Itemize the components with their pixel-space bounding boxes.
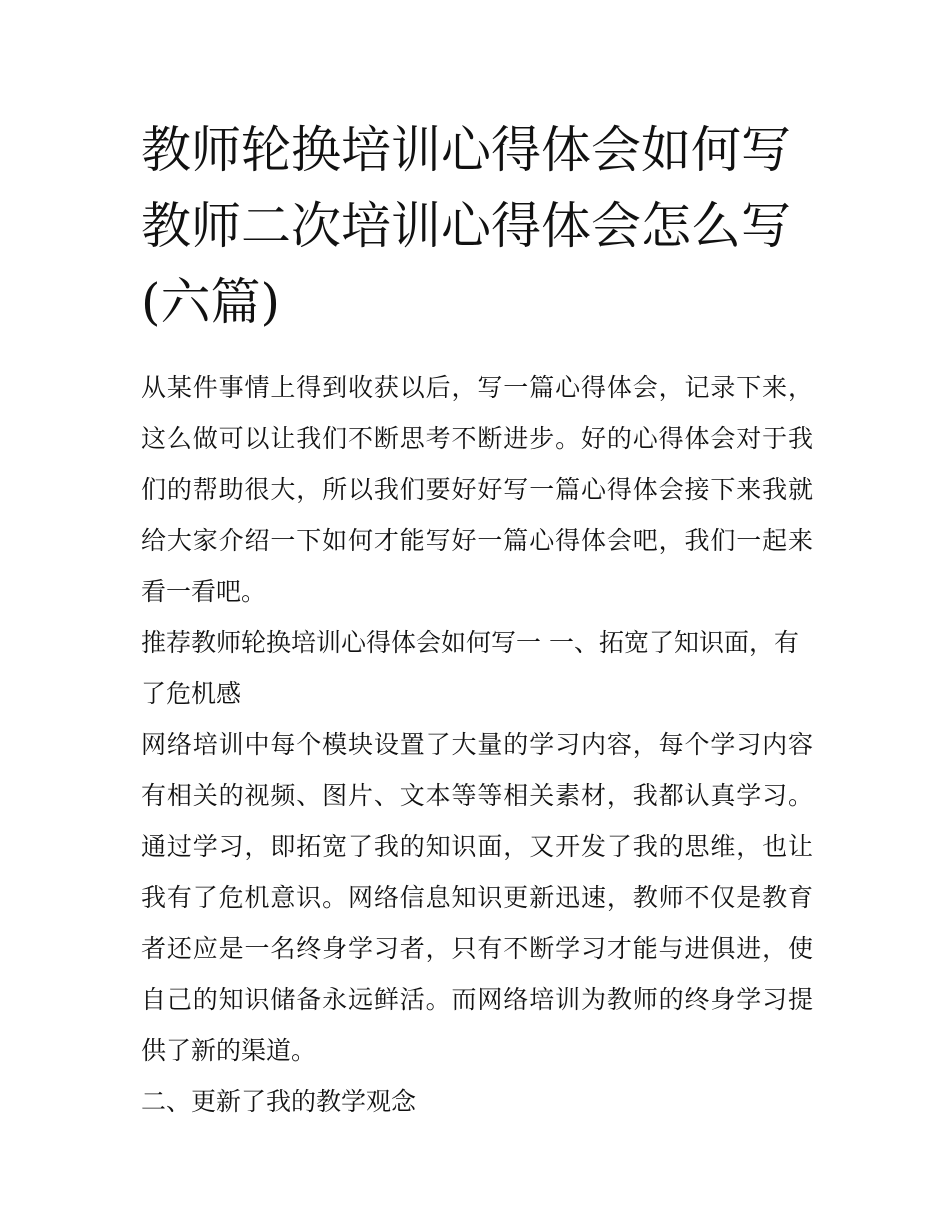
- title-line-1: 教师轮换培训心得体会如何写: [141, 121, 791, 179]
- title-line-2: 教师二次培训心得体会怎么写: [141, 197, 791, 255]
- section-1-paragraph: 网络培训中每个模块设置了大量的学习内容，每个学习内容有相关的视频、图片、文本等等相关素材，我都认真学习。通过学习，即拓宽了我的知识面，又开发了我的思维，也让我有了危机意识。网络信息知识更新迅速，教师不仅是教育者还应是一名终身学习者，只有不断学习才能与进俱进，使自己的知识储备永远鲜活。而网络培训为教师的终身学习提供了新的渠道。: [141, 730, 813, 1065]
- title-line-3: (六篇): [141, 273, 281, 331]
- document-body: [141, 362, 813, 1127]
- document-page: [141, 112, 813, 1127]
- section-2-heading: 二、更新了我的教学观念: [141, 1087, 417, 1116]
- section-1-heading: 推荐教师轮换培训心得体会如何写一 一、拓宽了知识面，有了危机感: [141, 628, 799, 708]
- document-title: [141, 112, 813, 340]
- intro-paragraph: 从某件事情上得到收获以后，写一篇心得体会，记录下来，这么做可以让我们不断思考不断进步。好的心得体会对于我们的帮助很大，所以我们要好好写一篇心得体会接下来我就给大家介绍一下如何才能写好一篇心得体会吧，我们一起来看一看吧。: [141, 373, 813, 606]
